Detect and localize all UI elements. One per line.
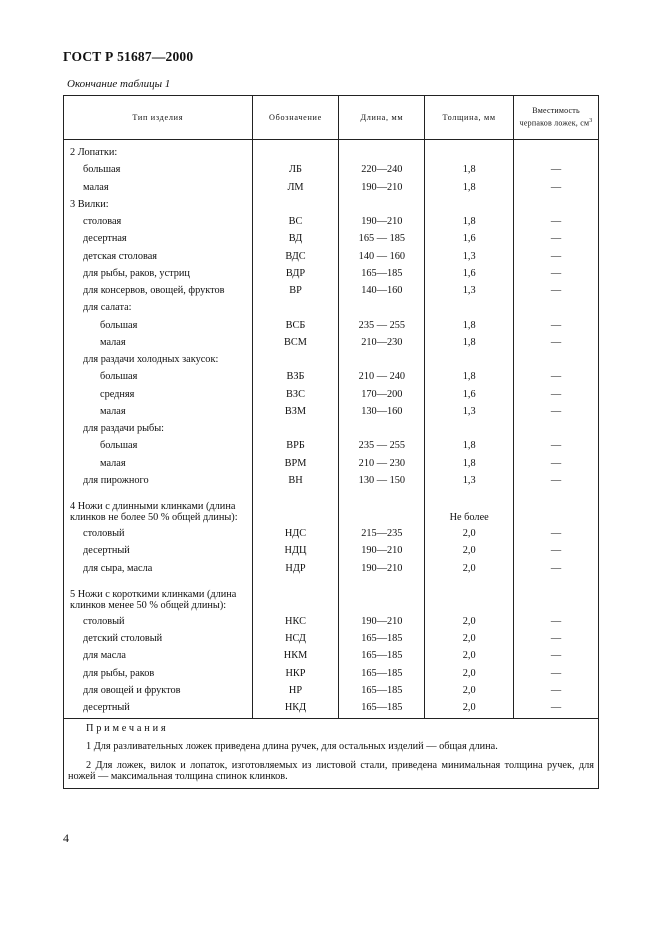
cell-thickness: 1,6: [425, 386, 514, 403]
note-2: 2 Для ложек, вилок и лопаток, изготовляемых из листовой стали, приведена минимальная толщина ручек, для ножей — максимальная толщина спинок клинков.: [68, 760, 594, 783]
cell-thickness: 2,0: [425, 682, 514, 699]
table-row: [64, 403, 599, 420]
cell-designation: [252, 196, 339, 213]
notes-title: Примечания: [86, 723, 169, 735]
cell-capacity: —: [514, 525, 599, 542]
cell-designation: ЛБ: [252, 161, 339, 178]
table-row: [64, 179, 599, 196]
header-product-type: Тип изделия: [64, 96, 253, 140]
table-row: [64, 613, 599, 630]
cell-length: 190—210: [339, 542, 425, 559]
table-row: [64, 230, 599, 247]
cell-designation: ВР: [252, 282, 339, 299]
cell-capacity: —: [514, 647, 599, 664]
cell-length: 165—185: [339, 265, 425, 282]
cell-thickness: 2,0: [425, 665, 514, 682]
cell-length: [339, 420, 425, 437]
cell-product-type: малая: [64, 334, 253, 351]
cell-length: 165—185: [339, 682, 425, 699]
cell-thickness: 2,0: [425, 542, 514, 559]
table-row: [64, 542, 599, 559]
table-row: [64, 368, 599, 385]
cell-length: 165—185: [339, 647, 425, 664]
cell-thickness: 1,3: [425, 282, 514, 299]
cell-length: 130—160: [339, 403, 425, 420]
cell-length: 140 — 160: [339, 248, 425, 265]
table-row: [64, 420, 599, 437]
cell-capacity: —: [514, 403, 599, 420]
cell-product-type: детский столовый: [64, 630, 253, 647]
cell-length: 140—160: [339, 282, 425, 299]
cell-length: [339, 577, 425, 613]
table-row: [64, 560, 599, 577]
cell-designation: ВН: [252, 472, 339, 489]
cell-product-type: для масла: [64, 647, 253, 664]
cell-thickness: [425, 351, 514, 368]
cell-capacity: —: [514, 213, 599, 230]
cell-product-type: для сыра, масла: [64, 560, 253, 577]
table-header-row: [64, 96, 599, 140]
cell-length: 165 — 185: [339, 230, 425, 247]
table-row: [64, 161, 599, 178]
cell-product-type: для раздачи рыбы:: [64, 420, 253, 437]
cell-capacity: —: [514, 613, 599, 630]
cell-length: 210 — 240: [339, 368, 425, 385]
cell-capacity: —: [514, 230, 599, 247]
table-row: [64, 682, 599, 699]
table-row: [64, 472, 599, 489]
cell-product-type: большая: [64, 317, 253, 334]
cell-thickness: 1,3: [425, 472, 514, 489]
cell-designation: НДС: [252, 525, 339, 542]
cell-capacity: —: [514, 334, 599, 351]
cell-thickness: 1,8: [425, 368, 514, 385]
cell-capacity: —: [514, 179, 599, 196]
cell-designation: [252, 299, 339, 316]
cell-thickness: 1,3: [425, 403, 514, 420]
cell-product-type: малая: [64, 403, 253, 420]
table-row: [64, 213, 599, 230]
header-length: Длина, мм: [339, 96, 425, 140]
cell-product-type: столовый: [64, 613, 253, 630]
cell-thickness: 1,3: [425, 248, 514, 265]
cell-designation: [252, 489, 339, 525]
table-row: [64, 282, 599, 299]
cell-product-type: для раздачи холодных закусок:: [64, 351, 253, 368]
cell-product-type: 5 Ножи с короткими клинками (длина клинков менее 50 % общей длины):: [64, 577, 253, 613]
cell-thickness: 2,0: [425, 630, 514, 647]
notes-row: [64, 719, 599, 789]
cell-capacity: [514, 299, 599, 316]
note-1: 1 Для разливательных ложек приведена длина ручек, для остальных изделий — общая длина.: [86, 741, 498, 753]
cell-thickness: 2,0: [425, 699, 514, 719]
table-row: [64, 525, 599, 542]
cell-product-type: детская столовая: [64, 248, 253, 265]
table-row: [64, 647, 599, 664]
cell-thickness: [425, 420, 514, 437]
cell-thickness: [425, 577, 514, 613]
cell-thickness: [425, 196, 514, 213]
cell-capacity: —: [514, 472, 599, 489]
table-row: [64, 248, 599, 265]
cell-product-type: 3 Вилки:: [64, 196, 253, 213]
cell-capacity: [514, 351, 599, 368]
cell-length: [339, 140, 425, 162]
cell-product-type: для пирожного: [64, 472, 253, 489]
cell-product-type: для рыбы, раков: [64, 665, 253, 682]
header-capacity: [514, 96, 599, 140]
cell-designation: НКД: [252, 699, 339, 719]
cell-designation: ВЗМ: [252, 403, 339, 420]
cell-length: [339, 196, 425, 213]
cell-designation: ВРБ: [252, 437, 339, 454]
cell-thickness: [425, 140, 514, 162]
table-row: [64, 455, 599, 472]
cell-designation: ВСМ: [252, 334, 339, 351]
cell-thickness: [425, 299, 514, 316]
cell-capacity: —: [514, 699, 599, 719]
cell-length: 165—185: [339, 699, 425, 719]
cell-designation: ВС: [252, 213, 339, 230]
cell-thickness: 1,8: [425, 213, 514, 230]
cell-capacity: —: [514, 560, 599, 577]
cell-thickness: 2,0: [425, 560, 514, 577]
table-row: [64, 334, 599, 351]
header-thickness: Толщина, мм: [425, 96, 514, 140]
cell-designation: [252, 577, 339, 613]
cell-capacity: —: [514, 455, 599, 472]
table-row: [64, 265, 599, 282]
cell-capacity: —: [514, 630, 599, 647]
cell-capacity: —: [514, 317, 599, 334]
cell-designation: НКР: [252, 665, 339, 682]
cell-length: 190—210: [339, 613, 425, 630]
cell-designation: НСД: [252, 630, 339, 647]
cell-capacity: [514, 420, 599, 437]
table-row: [64, 630, 599, 647]
cell-thickness: 1,6: [425, 230, 514, 247]
notes-cell: [64, 719, 599, 789]
cell-capacity: —: [514, 682, 599, 699]
cell-designation: ВРМ: [252, 455, 339, 472]
cell-length: 235 — 255: [339, 317, 425, 334]
table-row: [64, 351, 599, 368]
cell-length: [339, 299, 425, 316]
cell-designation: ВДС: [252, 248, 339, 265]
table-row: [64, 437, 599, 454]
table-row: [64, 386, 599, 403]
cell-designation: [252, 420, 339, 437]
cell-product-type: десертный: [64, 542, 253, 559]
cell-length: 220—240: [339, 161, 425, 178]
cell-product-type: малая: [64, 455, 253, 472]
table-row: [64, 299, 599, 316]
cell-designation: ЛМ: [252, 179, 339, 196]
cell-length: 210 — 230: [339, 455, 425, 472]
cell-designation: ВДР: [252, 265, 339, 282]
cell-designation: НДЦ: [252, 542, 339, 559]
cell-length: 215—235: [339, 525, 425, 542]
page-number: 4: [63, 831, 69, 845]
table-row: [64, 665, 599, 682]
cell-length: 210—230: [339, 334, 425, 351]
cell-capacity: [514, 196, 599, 213]
cell-designation: НКС: [252, 613, 339, 630]
cell-length: 165—185: [339, 665, 425, 682]
cell-designation: ВД: [252, 230, 339, 247]
cell-length: 130 — 150: [339, 472, 425, 489]
cell-product-type: для салата:: [64, 299, 253, 316]
cell-designation: НДР: [252, 560, 339, 577]
cell-capacity: —: [514, 368, 599, 385]
cell-designation: ВЗС: [252, 386, 339, 403]
products-table: [63, 95, 599, 789]
cell-designation: ВСБ: [252, 317, 339, 334]
table-row: [64, 196, 599, 213]
table-row: [64, 489, 599, 525]
cell-designation: ВЗБ: [252, 368, 339, 385]
cell-thickness: 1,8: [425, 437, 514, 454]
cell-thickness: 1,8: [425, 161, 514, 178]
cell-capacity: —: [514, 161, 599, 178]
cell-product-type: столовый: [64, 525, 253, 542]
cell-product-type: большая: [64, 437, 253, 454]
cell-capacity: [514, 577, 599, 613]
cell-designation: [252, 140, 339, 162]
cell-capacity: —: [514, 248, 599, 265]
cell-product-type: для овощей и фруктов: [64, 682, 253, 699]
cell-thickness: 1,8: [425, 317, 514, 334]
table-row: [64, 317, 599, 334]
cell-product-type: малая: [64, 179, 253, 196]
header-capacity-superscript: 3: [589, 118, 593, 125]
cell-product-type: для рыбы, раков, устриц: [64, 265, 253, 282]
cell-length: 235 — 255: [339, 437, 425, 454]
cell-thickness: 1,8: [425, 455, 514, 472]
cell-length: 190—210: [339, 213, 425, 230]
cell-length: [339, 351, 425, 368]
cell-capacity: —: [514, 386, 599, 403]
cell-product-type: 4 Ножи с длинными клинками (длина клинков не более 50 % общей длины):: [64, 489, 253, 525]
cell-product-type: столовая: [64, 213, 253, 230]
cell-length: 170—200: [339, 386, 425, 403]
cell-length: 165—185: [339, 630, 425, 647]
cell-product-type: для консервов, овощей, фруктов: [64, 282, 253, 299]
cell-designation: НКМ: [252, 647, 339, 664]
cell-thickness: 1,8: [425, 179, 514, 196]
cell-thickness: 2,0: [425, 613, 514, 630]
cell-capacity: —: [514, 437, 599, 454]
cell-length: [339, 489, 425, 525]
table-caption: Окончание таблицы 1: [67, 78, 171, 90]
cell-capacity: [514, 489, 599, 525]
cell-thickness: 1,8: [425, 334, 514, 351]
cell-product-type: большая: [64, 368, 253, 385]
header-capacity-text: Вместимость черпаков ложек, см: [519, 106, 590, 128]
cell-capacity: —: [514, 665, 599, 682]
cell-product-type: 2 Лопатки:: [64, 140, 253, 162]
cell-capacity: —: [514, 542, 599, 559]
cell-product-type: большая: [64, 161, 253, 178]
table-row: [64, 140, 599, 162]
standard-number: ГОСТ Р 51687—2000: [63, 49, 194, 64]
cell-length: 190—210: [339, 560, 425, 577]
table-row: [64, 699, 599, 719]
cell-length: 190—210: [339, 179, 425, 196]
cell-capacity: —: [514, 282, 599, 299]
table-row: [64, 577, 599, 613]
cell-thickness: 1,6: [425, 265, 514, 282]
cell-product-type: средняя: [64, 386, 253, 403]
cell-product-type: десертная: [64, 230, 253, 247]
cell-designation: НР: [252, 682, 339, 699]
cell-thickness: Не более: [425, 489, 514, 525]
cell-thickness: 2,0: [425, 525, 514, 542]
cell-capacity: —: [514, 265, 599, 282]
header-designation: Обозначение: [252, 96, 339, 140]
cell-product-type: десертный: [64, 699, 253, 719]
cell-thickness: 2,0: [425, 647, 514, 664]
cell-designation: [252, 351, 339, 368]
cell-capacity: [514, 140, 599, 162]
